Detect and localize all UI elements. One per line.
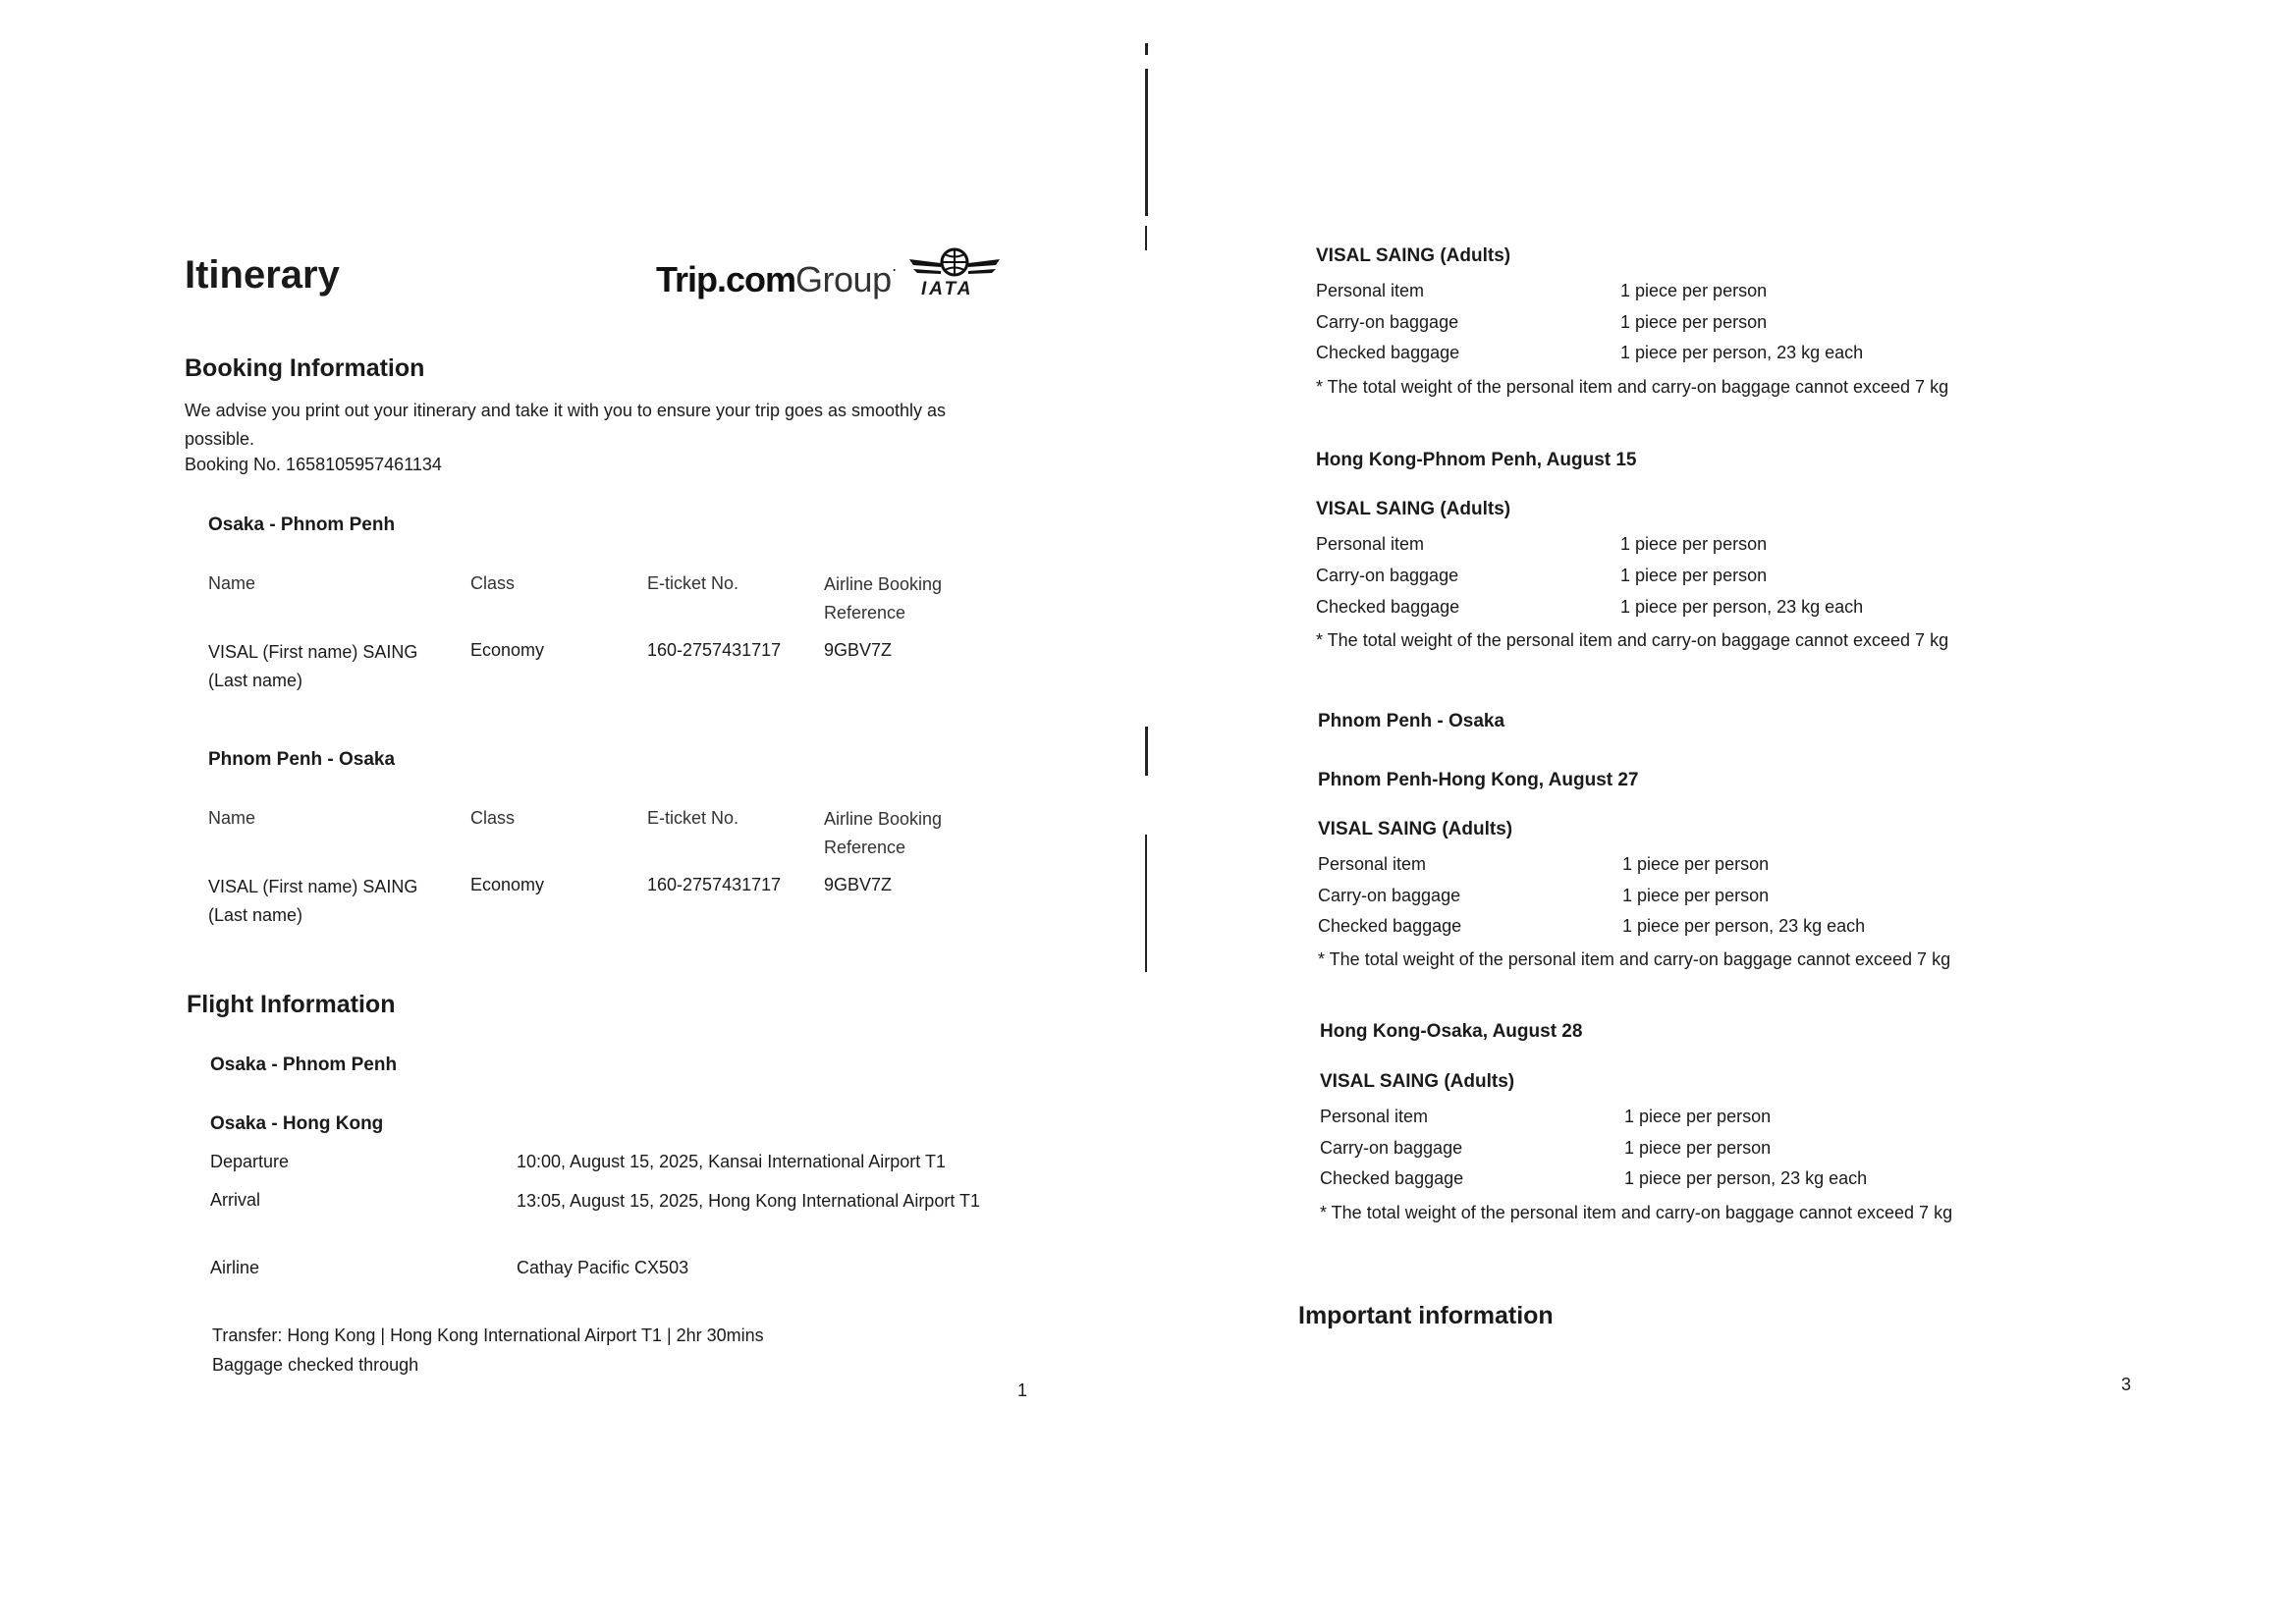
baggage-value: 1 piece per person, 23 kg each <box>1620 597 1864 617</box>
baggage-label: Checked baggage <box>1316 597 1460 617</box>
ticket-route-2: Phnom Penh - Osaka <box>208 749 396 770</box>
flight-baggage-note: Baggage checked through <box>212 1355 419 1375</box>
baggage-segment: Phnom Penh-Hong Kong, August 27 <box>1318 770 1639 790</box>
baggage-label: Carry-on baggage <box>1318 886 1461 905</box>
ticket-header-pnr: Airline Booking Reference <box>824 809 943 857</box>
baggage-label: Personal item <box>1318 854 1427 874</box>
baggage-label: Checked baggage <box>1316 343 1460 362</box>
baggage-label: Personal item <box>1316 534 1425 554</box>
important-info-heading: Important information <box>1298 1302 1554 1329</box>
baggage-label: Checked baggage <box>1320 1168 1464 1188</box>
ticket-header-name: Name <box>208 573 256 593</box>
ticket-passenger-name: VISAL (First name) SAING (Last name) <box>208 877 418 925</box>
baggage-label: Checked baggage <box>1318 916 1462 936</box>
baggage-value: 1 piece per person, 23 kg each <box>1624 1168 1868 1188</box>
baggage-segment: Hong Kong-Osaka, August 28 <box>1320 1021 1583 1042</box>
baggage-segment: Hong Kong-Phnom Penh, August 15 <box>1316 450 1637 470</box>
logo-group: Group <box>795 259 892 299</box>
baggage-value: 1 piece per person <box>1620 566 1768 585</box>
baggage-passenger: VISAL SAING (Adults) <box>1320 1071 1515 1092</box>
flight-arrival-label: Arrival <box>210 1190 261 1210</box>
fold-line <box>1145 69 1148 216</box>
baggage-value: 1 piece per person, 23 kg each <box>1620 343 1864 362</box>
baggage-passenger: VISAL SAING (Adults) <box>1318 819 1513 839</box>
baggage-value: 1 piece per person <box>1620 312 1768 332</box>
fold-mark <box>1145 43 1148 55</box>
page-number-3: 3 <box>2121 1375 2132 1394</box>
baggage-passenger: VISAL SAING (Adults) <box>1316 245 1511 266</box>
baggage-label: Personal item <box>1320 1107 1429 1126</box>
baggage-label: Carry-on baggage <box>1320 1138 1463 1158</box>
page-number-1: 1 <box>1017 1380 1028 1400</box>
baggage-label: Carry-on baggage <box>1316 566 1459 585</box>
baggage-value: 1 piece per person <box>1624 1107 1772 1126</box>
iata-logo <box>907 245 1002 304</box>
ticket-pnr: 9GBV7Z <box>824 875 893 894</box>
flight-departure-value: 10:00, August 15, 2025, Kansai International Airport T1 <box>517 1152 946 1171</box>
globe-icon <box>907 245 1002 283</box>
ticket-header-eticket: E-ticket No. <box>647 808 739 828</box>
ticket-class: Economy <box>470 640 545 660</box>
ticket-class: Economy <box>470 875 545 894</box>
flight-arrival-value: 13:05, August 15, 2025, Hong Kong International Airport T1 <box>517 1191 981 1211</box>
page-title: Itinerary <box>185 253 340 297</box>
baggage-passenger: VISAL SAING (Adults) <box>1316 499 1511 519</box>
ticket-header-class: Class <box>470 573 516 593</box>
ticket-eticket-no: 160-2757431717 <box>647 875 782 894</box>
ticket-route-1: Osaka - Phnom Penh <box>208 514 396 535</box>
logo-brand: Trip.com <box>656 259 796 299</box>
booking-number: Booking No. 1658105957461134 <box>185 455 442 474</box>
flight-route: Osaka - Phnom Penh <box>210 1055 398 1075</box>
baggage-weight-note: * The total weight of the personal item and carry-on baggage cannot exceed 7 kg <box>1316 630 1949 650</box>
ticket-header-name: Name <box>208 808 256 828</box>
baggage-value: 1 piece per person <box>1622 854 1770 874</box>
baggage-weight-note: * The total weight of the personal item and carry-on baggage cannot exceed 7 kg <box>1316 377 1949 397</box>
baggage-value: 1 piece per person <box>1624 1138 1772 1158</box>
ticket-pnr: 9GBV7Z <box>824 640 893 660</box>
booking-info-heading: Booking Information <box>185 354 425 382</box>
baggage-value: 1 piece per person <box>1620 281 1768 300</box>
baggage-value: 1 piece per person, 23 kg each <box>1622 916 1866 936</box>
baggage-value: 1 piece per person <box>1620 534 1768 554</box>
baggage-route: Phnom Penh - Osaka <box>1318 711 1505 731</box>
fold-line <box>1145 727 1148 776</box>
baggage-label: Carry-on baggage <box>1316 312 1459 332</box>
ticket-header-class: Class <box>470 808 516 828</box>
flight-transfer: Transfer: Hong Kong | Hong Kong International Airport T1 | 2hr 30mins <box>212 1325 764 1345</box>
baggage-weight-note: * The total weight of the personal item and carry-on baggage cannot exceed 7 kg <box>1320 1203 1953 1222</box>
flight-info-heading: Flight Information <box>187 991 396 1018</box>
baggage-value: 1 piece per person <box>1622 886 1770 905</box>
ticket-header-eticket: E-ticket No. <box>647 573 739 593</box>
baggage-label: Personal item <box>1316 281 1425 300</box>
baggage-weight-note: * The total weight of the personal item and carry-on baggage cannot exceed 7 kg <box>1318 949 1951 969</box>
trip-com-logo <box>656 259 898 300</box>
flight-departure-label: Departure <box>210 1152 290 1171</box>
ticket-passenger-name: VISAL (First name) SAING (Last name) <box>208 642 418 690</box>
iata-text: IATA <box>921 279 974 299</box>
flight-segment: Osaka - Hong Kong <box>210 1113 384 1134</box>
logo-tm: · <box>891 259 898 279</box>
booking-advice: We advise you print out your itinerary and take it with you to ensure your trip goes as smoothly as possible. <box>185 401 947 449</box>
fold-mark <box>1145 226 1147 250</box>
ticket-header-pnr: Airline Booking Reference <box>824 574 943 622</box>
flight-airline-value: Cathay Pacific CX503 <box>517 1258 689 1277</box>
flight-airline-label: Airline <box>210 1258 260 1277</box>
ticket-eticket-no: 160-2757431717 <box>647 640 782 660</box>
fold-line <box>1145 835 1147 972</box>
